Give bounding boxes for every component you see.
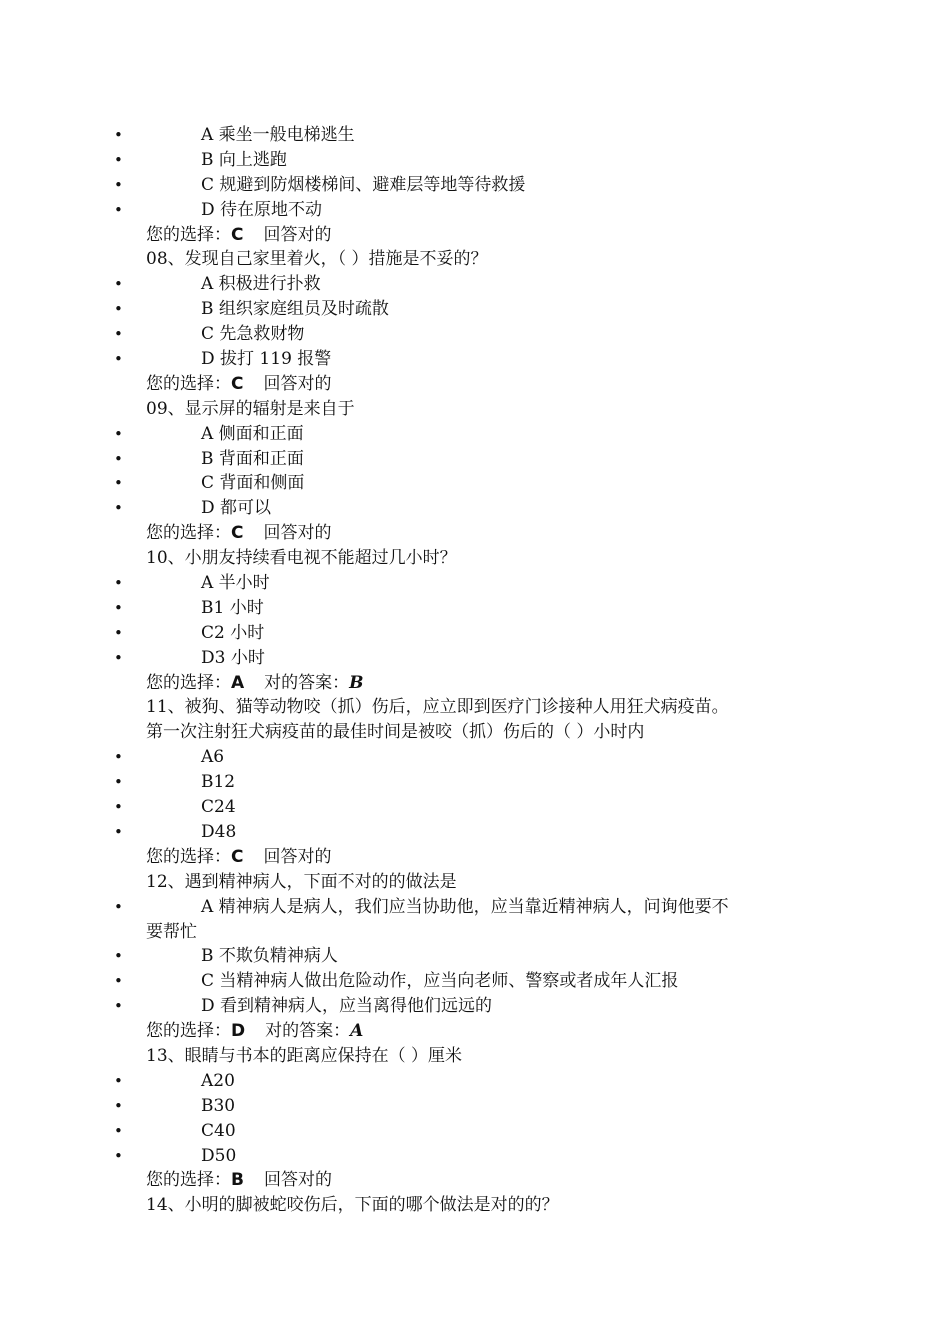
bullet-icon: •	[114, 424, 123, 443]
option-text: A 侧面和正面	[201, 423, 304, 444]
option-text: A 精神病人是病人，我们应当协助他，应当靠近精神病人，问询他要不	[201, 896, 729, 917]
option-text: D 都可以	[201, 498, 272, 519]
bullet-icon: •	[114, 947, 123, 966]
bullet-icon: •	[114, 499, 123, 518]
answer-prefix: 您的选择：	[146, 846, 231, 867]
answer-result: 回答对的	[263, 846, 332, 867]
option-item	[0, 447, 950, 472]
option-text: C24	[201, 797, 236, 818]
answer-line	[0, 671, 950, 696]
option-text: C 规避到防烟楼梯间、避难层等地等待救援	[201, 174, 526, 195]
bullet-icon: •	[114, 275, 123, 294]
bullet-icon: •	[114, 997, 123, 1016]
answer-line	[0, 521, 950, 546]
option-item	[0, 198, 950, 223]
option-item	[0, 944, 950, 969]
question-text: 11、被狗、猫等动物咬（抓）伤后，应立即到医疗门诊接种人用狂犬病疫苗。	[146, 697, 729, 718]
option-item	[0, 347, 950, 372]
option-item	[0, 820, 950, 845]
question-text: 12、遇到精神病人，下面不对的的做法是	[146, 871, 457, 892]
option-text: D 拔打 119 报警	[201, 349, 332, 370]
question-text: 09、显示屏的辐射是来自于	[146, 398, 355, 419]
option-item	[0, 969, 950, 994]
bullet-icon: •	[114, 648, 123, 667]
bullet-icon: •	[114, 175, 123, 194]
option-item	[0, 272, 950, 297]
bullet-icon: •	[114, 1096, 123, 1115]
bullet-icon: •	[114, 972, 123, 991]
bullet-icon: •	[114, 798, 123, 817]
question-text: 14、小明的脚被蛇咬伤后，下面的哪个做法是对的的？	[146, 1195, 559, 1216]
question-text: 第一次注射狂犬病疫苗的最佳时间是被咬（抓）伤后的（ ）小时内	[146, 722, 645, 743]
option-item	[0, 322, 950, 347]
option-text: A 半小时	[201, 573, 270, 594]
option-item	[0, 770, 950, 795]
option-item	[0, 1094, 950, 1119]
selected-choice: C	[231, 523, 244, 544]
option-text: D 待在原地不动	[201, 199, 323, 220]
bullet-icon: •	[114, 574, 123, 593]
option-item	[0, 148, 950, 173]
selected-choice: C	[231, 373, 244, 394]
option-item	[0, 297, 950, 322]
option-text: D50	[201, 1145, 237, 1166]
option-text: C 当精神病人做出危险动作，应当向老师、警察或者成年人汇报	[201, 971, 679, 992]
answer-line	[0, 1168, 950, 1193]
bullet-icon: •	[114, 1121, 123, 1140]
quiz-document	[0, 123, 950, 1218]
bullet-icon: •	[114, 773, 123, 792]
question-text: 要帮忙	[146, 921, 197, 942]
option-item	[0, 1069, 950, 1094]
option-item	[0, 496, 950, 521]
selected-choice: B	[231, 1170, 244, 1191]
option-text: C 背面和侧面	[201, 473, 305, 494]
option-item	[0, 994, 950, 1019]
option-text: B 背面和正面	[201, 448, 304, 469]
option-item	[0, 795, 950, 820]
selected-choice: D	[231, 1021, 246, 1042]
option-item	[0, 422, 950, 447]
correct-answer: B	[349, 672, 364, 693]
option-item	[0, 471, 950, 496]
answer-result: 对的答案：	[265, 1021, 351, 1042]
option-item	[0, 646, 950, 671]
answer-line	[0, 223, 950, 248]
question-text: 08、发现自己家里着火，（ ）措施是不妥的？	[146, 249, 488, 270]
bullet-icon: •	[114, 325, 123, 344]
option-text: B30	[201, 1095, 236, 1116]
bullet-icon: •	[114, 822, 123, 841]
option-item	[0, 596, 950, 621]
option-text: C40	[201, 1120, 236, 1141]
selected-choice: C	[231, 224, 244, 245]
bullet-icon: •	[114, 126, 123, 144]
answer-prefix: 您的选择：	[146, 1170, 231, 1191]
answer-result: 回答对的	[263, 224, 332, 245]
option-item	[0, 1144, 950, 1169]
correct-answer: A	[350, 1021, 364, 1042]
bullet-icon: •	[114, 474, 123, 493]
bullet-icon: •	[114, 200, 123, 219]
answer-result: 对的答案：	[264, 672, 350, 693]
selected-choice: A	[231, 672, 245, 693]
option-item	[0, 621, 950, 646]
option-text: A 积极进行扑救	[201, 274, 321, 295]
option-item	[0, 895, 950, 920]
option-text: D3 小时	[201, 647, 265, 668]
selected-choice: C	[231, 846, 244, 867]
option-item	[0, 173, 950, 198]
bullet-icon: •	[114, 897, 123, 916]
option-text: B 不欺负精神病人	[201, 946, 338, 967]
option-text: B12	[201, 772, 236, 793]
answer-result: 回答对的	[263, 1170, 332, 1191]
answer-prefix: 您的选择：	[146, 224, 231, 245]
answer-line	[0, 1019, 950, 1044]
question-text: 10、小朋友持续看电视不能超过几小时？	[146, 548, 457, 569]
answer-result: 回答对的	[263, 523, 332, 544]
option-item	[0, 123, 950, 148]
bullet-icon: •	[114, 300, 123, 319]
option-text: C 先急救财物	[201, 324, 305, 345]
bullet-icon: •	[114, 623, 123, 642]
option-text: D 看到精神病人，应当离得他们远远的	[201, 996, 493, 1017]
answer-prefix: 您的选择：	[146, 523, 231, 544]
bullet-icon: •	[114, 1071, 123, 1090]
option-text: A 乘坐一般电梯逃生	[201, 125, 355, 145]
answer-line	[0, 372, 950, 397]
option-item	[0, 1119, 950, 1144]
answer-result: 回答对的	[263, 373, 332, 394]
answer-line	[0, 845, 950, 870]
option-text: B 组织家庭组员及时疏散	[201, 299, 389, 320]
answer-prefix: 您的选择：	[146, 1021, 231, 1042]
option-item	[0, 571, 950, 596]
option-text: D48	[201, 821, 237, 842]
bullet-icon: •	[114, 350, 123, 369]
option-text: B 向上逃跑	[201, 149, 287, 170]
bullet-icon: •	[114, 449, 123, 468]
option-item	[0, 745, 950, 770]
bullet-icon: •	[114, 748, 123, 767]
option-text: B1 小时	[201, 597, 264, 618]
option-text: C2 小时	[201, 622, 265, 643]
answer-prefix: 您的选择：	[146, 672, 231, 693]
question-text: 13、眼睛与书本的距离应保持在（ ）厘米	[146, 1045, 463, 1066]
bullet-icon: •	[114, 1146, 123, 1165]
answer-prefix: 您的选择：	[146, 373, 231, 394]
option-text: A20	[201, 1070, 235, 1091]
bullet-icon: •	[114, 150, 123, 169]
bullet-icon: •	[114, 598, 123, 617]
option-text: A6	[201, 747, 225, 768]
